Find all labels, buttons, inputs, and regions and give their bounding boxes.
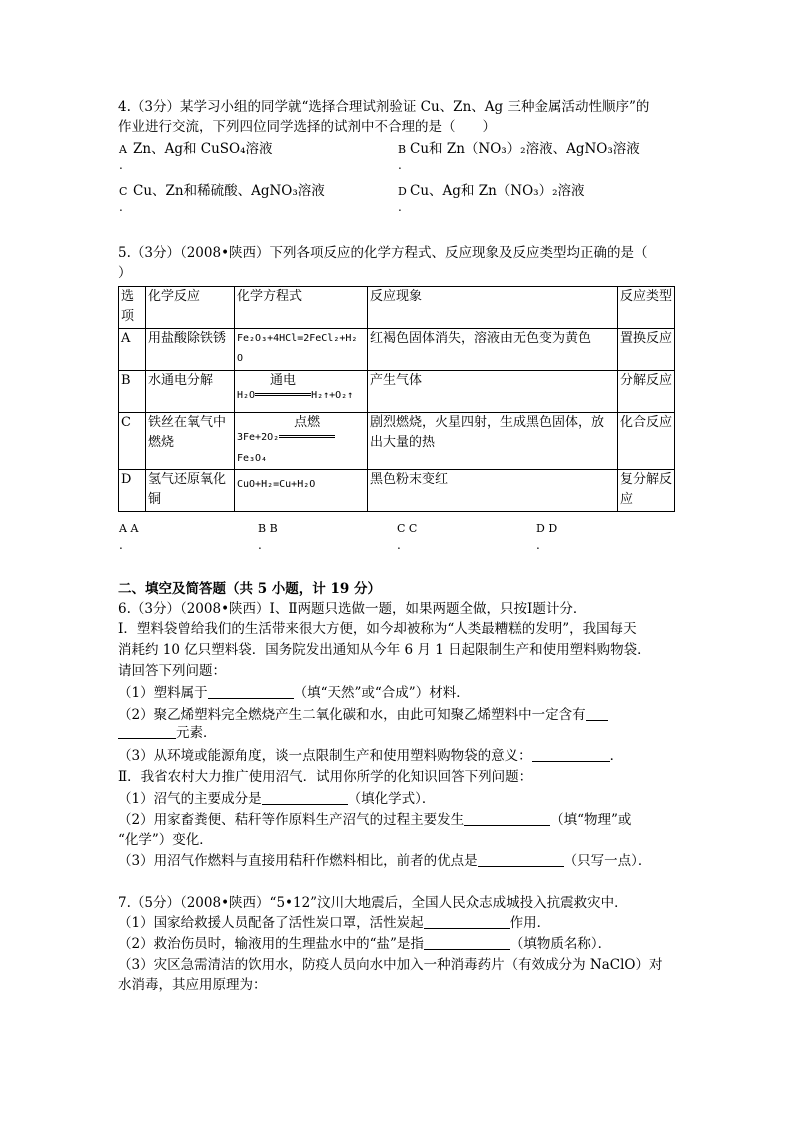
q5-answer-b: B B — [258, 522, 278, 535]
q6-sub1-blank[interactable] — [208, 685, 294, 699]
row-a-type: 置换反应 — [618, 329, 675, 371]
q5-answer-c: C C — [397, 522, 418, 535]
row-c-reaction-text: 铁丝在氧气中燃烧 — [148, 415, 227, 450]
q7-stem: 7.（5分）（2008•陕西）“5•12”汶川大地震后，全国人民众志成城投入抗震救灾中． — [118, 895, 628, 911]
q4-option-a-dot: . — [119, 158, 123, 172]
q6-part2-sub1-blank[interactable] — [262, 791, 348, 805]
row-a-phenomenon: 红褐色固体消失，溶液由无色变为黄色 — [368, 329, 618, 371]
q6-sub2-blank-cont[interactable] — [118, 725, 176, 739]
row-d-equation — [235, 470, 368, 512]
q6-part2-sub1 — [118, 790, 435, 808]
q4-option-d-text: Cu、Ag和 Zn（NO₃）₂溶液 — [410, 183, 585, 199]
q6-part2-line1: Ⅱ．我省农村大力推广使用沼气．试用你所学的化知识回答下列问题： — [118, 769, 533, 785]
q6-part2-sub1-text: （1）沼气的主要成分是 — [118, 791, 262, 807]
q6-sub3-text-end: ． — [609, 748, 624, 764]
q4-option-b-letter: B — [398, 143, 407, 156]
q4-option-c-dot: . — [119, 200, 123, 214]
q6-part2-sub2-text: （2）用家畜粪便、秸秆等作原料生产沼气的过程主要发生 — [118, 812, 465, 828]
q7-sub1-blank[interactable] — [424, 915, 510, 929]
row-b-condition-label: 通电 — [270, 373, 297, 388]
table-header-type: 反应类型 — [618, 287, 675, 329]
q6-part2-sub1-text-end: （填化学式）． — [347, 791, 436, 807]
row-b-option: B — [119, 371, 146, 413]
q6-sub2 — [118, 706, 608, 724]
q5-answer-c-dot: . — [397, 538, 401, 552]
q7-sub1-text: （1）国家给救援人员配备了活性炭口罩，活性炭起 — [118, 915, 424, 931]
row-c-equation-condition — [279, 415, 335, 447]
q6-part2-sub2-text-end: （填“物理”或 — [550, 812, 632, 828]
row-c-equation-right: Fe₃O₄ — [237, 453, 268, 464]
row-c-reaction — [146, 413, 235, 470]
table-row — [119, 329, 675, 371]
row-d-equation-text: CuO+H₂=Cu+H₂O — [237, 479, 316, 490]
row-d-reaction-text: 氢气还原氧化铜 — [148, 472, 227, 507]
row-d-type-text: 复分解反应 — [620, 472, 673, 507]
row-a-option: A — [119, 329, 146, 371]
row-b-reaction: 水通电分解 — [146, 371, 235, 413]
q6-part1-line3: 请回答下列问题： — [118, 663, 226, 679]
q6-sub2-cont — [118, 724, 217, 742]
q6-sub1-text-end: （填“天然”或“合成”）材料． — [293, 685, 470, 701]
q5-answer-b-dot: . — [258, 538, 262, 552]
q7-sub1 — [118, 914, 550, 932]
q6-stem: 6.（3分）（2008•陕西）Ⅰ、Ⅱ两题只选做一题，如果两题全做，只按Ⅰ题计分． — [118, 601, 587, 617]
q7-sub2-text: （2）救治伤员时，输液用的生理盐水中的“盐”是指 — [118, 936, 424, 952]
row-b-equation-left: H₂O — [237, 390, 256, 401]
q6-part2-sub3-blank[interactable] — [478, 853, 564, 867]
q4-option-c-text: Cu、Zn和稀硫酸、AgNO₃溶液 — [133, 183, 325, 199]
q5-answer-a: A A — [119, 522, 139, 535]
q4-option-d-dot: . — [398, 200, 402, 214]
table-row — [119, 470, 675, 512]
q6-sub3 — [118, 747, 623, 765]
table-header-phenomenon: 反应现象 — [368, 287, 618, 329]
row-b-phenomenon: 产生气体 — [368, 371, 618, 413]
table-row — [119, 371, 675, 413]
row-c-phenomenon-text: 剧烈燃烧，火星四射，生成黑色固体，放出大量的热 — [370, 415, 605, 450]
q6-sub1 — [118, 684, 470, 702]
q5-stem-line1: 5.（3分）（2008•陕西）下列各项反应的化学方程式、反应现象及反应类型均正确的是（ — [118, 245, 648, 261]
q5-answer-d-dot: . — [536, 538, 540, 552]
q6-part2-sub3-text: （3）用沼气作燃料与直接用秸秆作燃料相比，前者的优点是 — [118, 853, 478, 869]
row-c-equation — [235, 413, 368, 470]
q6-sub1-text: （1）塑料属于 — [118, 685, 208, 701]
q4-stem-line1: 4.（3分）某学习小组的同学就“选择合理试剂验证 Cu、Zn、Ag 三种金属活动性顺序”的 — [118, 99, 650, 115]
row-a-equation — [235, 329, 368, 371]
row-b-equation-right: H₂↑+O₂↑ — [311, 390, 354, 401]
q6-sub2-blank[interactable] — [586, 707, 608, 721]
q6-part2-sub2 — [118, 811, 631, 829]
row-a-equation-line2: O — [237, 353, 244, 364]
q6-sub3-text: （3）从环境或能源角度，谈一点限制生产和使用塑料购物袋的意义： — [118, 748, 532, 764]
row-d-phenomenon: 黑色粉末变红 — [368, 470, 618, 512]
row-d-option: D — [119, 470, 146, 512]
q5-reaction-table — [118, 286, 675, 512]
table-header-option: 选项 — [119, 287, 146, 329]
q5-stem-line2: ） — [118, 265, 132, 281]
q5-answer-a-dot: . — [119, 538, 123, 552]
row-c-option: C — [119, 413, 146, 470]
row-c-type: 化合反应 — [618, 413, 675, 470]
row-d-type — [618, 470, 675, 512]
q7-sub2-blank[interactable] — [424, 936, 510, 950]
q6-part1-line1: Ⅰ．塑料袋曾给我们的生活带来很大方便，如今却被称为“人类最糟糕的发明”，我国每天 — [118, 621, 637, 637]
q7-sub2-text-end: （填物质名称）． — [509, 936, 612, 952]
q7-sub3-line1: （3）灾区急需清洁的饮用水，防疫人员向水中加入一种消毒药片（有效成分为 NaClO）对 — [118, 957, 663, 973]
row-a-reaction: 用盐酸除铁锈 — [146, 329, 235, 371]
q6-sub3-blank[interactable] — [532, 748, 610, 762]
q6-part2-sub3-text-end: （只写一点）． — [563, 853, 652, 869]
q6-part2-sub2-cont: “化学”）变化． — [118, 832, 213, 848]
q4-option-a-text: Zn、Ag和 CuSO₄溶液 — [133, 141, 273, 157]
table-row — [119, 413, 675, 470]
table-header-equation: 化学方程式 — [235, 287, 368, 329]
q6-part1-line2: 消耗约 10 亿只塑料袋．国务院发出通知从今年 6 月 1 日起限制生产和使用塑料购物袋． — [118, 642, 651, 658]
q6-sub2-text: （2）聚乙烯塑料完全燃烧产生二氧化碳和水，由此可知聚乙烯塑料中一定含有 — [118, 707, 586, 723]
row-b-type: 分解反应 — [618, 371, 675, 413]
table-header-reaction: 化学反应 — [146, 287, 235, 329]
q4-option-d-letter: D — [398, 185, 407, 198]
row-a-equation-line1: Fe₂O₃+4HCl=2FeCl₂+H₂ — [237, 333, 358, 344]
row-d-reaction — [146, 470, 235, 512]
row-c-phenomenon — [368, 413, 618, 470]
q4-option-a-letter: A — [119, 143, 127, 156]
q7-sub1-text-end: 作用． — [509, 915, 551, 931]
q5-answer-d: D D — [536, 522, 558, 535]
section-title: 二、填空及简答题（共 5 小题，计 19 分） — [118, 581, 381, 597]
row-c-equation-left: 3Fe+2O₂ — [237, 432, 280, 443]
q6-part2-sub2-blank[interactable] — [464, 812, 550, 826]
q4-option-c-letter: C — [119, 185, 128, 198]
q4-option-b-dot: . — [398, 158, 402, 172]
q7-sub2 — [118, 935, 611, 953]
row-b-equation — [235, 371, 368, 413]
q6-part2-sub3 — [118, 852, 651, 870]
q4-stem-line2: 作业进行交流，下列四位同学选择的试剂中不合理的是（ ） — [118, 119, 496, 135]
row-b-equation-condition — [255, 373, 311, 405]
q7-sub3-line2: 水消毒，其应用原理为： — [118, 977, 267, 993]
row-c-condition-label: 点燃 — [294, 415, 321, 430]
q4-option-b-text: Cu和 Zn（NO₃）₂溶液、AgNO₃溶液 — [410, 141, 640, 157]
q6-sub2-text-end: 元素． — [176, 725, 217, 741]
